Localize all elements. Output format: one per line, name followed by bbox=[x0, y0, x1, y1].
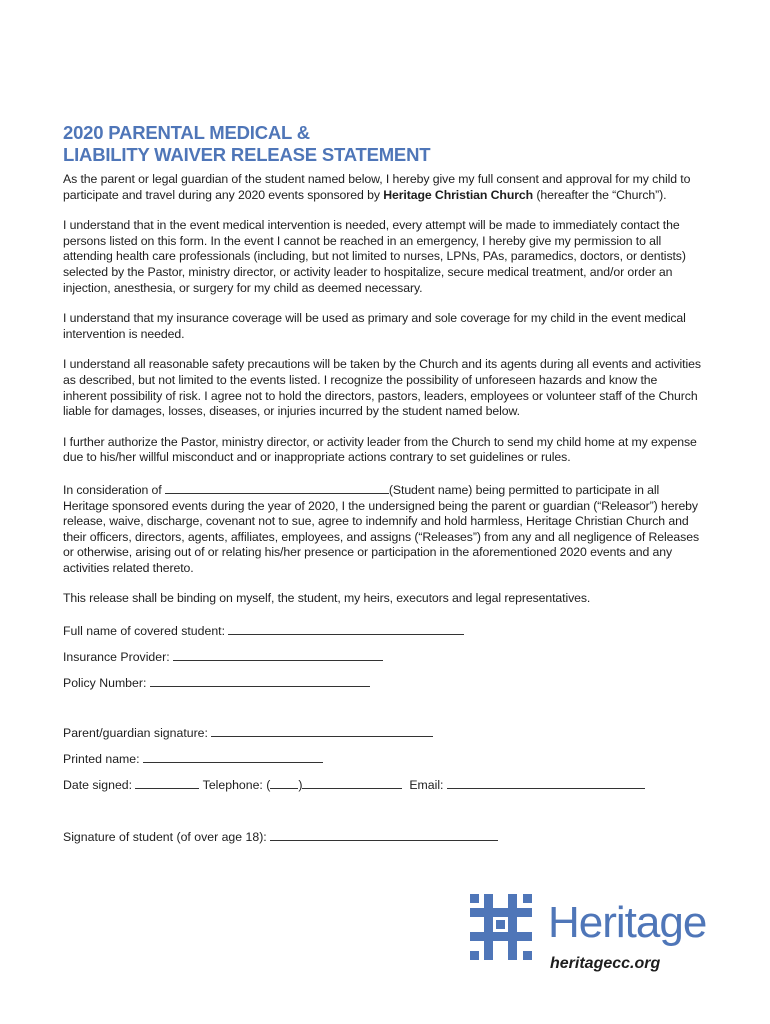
release-text-end: (Student name) being permitted to participate in all Heritage sponsored events during the year of 2020, I the undersigned being the parent or guardian (“Releasor”) hereby release, waive, discharge, covenant not to sue, agree to indemnify and hold harmless, Heritage Christian Church and their officers, directors, agents, affiliates, employees, and assigns (“Releases”) from any and all negligence of Releases or otherwise, arising out of or relating his/her presence or participation in the aforementioned 2020 events and any activities related thereto. bbox=[63, 482, 699, 575]
insurance-blank[interactable] bbox=[173, 648, 383, 661]
binding-paragraph: This release shall be binding on myself, the student, my heirs, executors and legal representatives. bbox=[63, 591, 591, 606]
release-text: In consideration of bbox=[63, 482, 165, 497]
full-name-label: Full name of covered student: bbox=[63, 624, 225, 639]
insurance-label: Insurance Provider: bbox=[63, 650, 170, 665]
date-signed-label: Date signed: bbox=[63, 778, 133, 793]
telephone-blank[interactable] bbox=[302, 776, 402, 789]
policy-field bbox=[63, 674, 703, 700]
policy-label: Policy Number: bbox=[63, 676, 147, 691]
policy-blank[interactable] bbox=[150, 674, 370, 687]
area-code-blank[interactable] bbox=[270, 776, 298, 789]
printed-name-field bbox=[63, 750, 703, 776]
date-contact-field bbox=[63, 776, 703, 802]
parent-signature-blank[interactable] bbox=[211, 724, 433, 737]
title-line-2: LIABILITY WAIVER RELEASE STATEMENT bbox=[63, 144, 431, 165]
document-title bbox=[63, 122, 703, 166]
printed-name-blank[interactable] bbox=[143, 750, 323, 763]
printed-name-label: Printed name: bbox=[63, 752, 140, 767]
consent-text: As the parent or legal guardian of the student named below, I hereby give my full consent and approval for my child to participate and travel during any 2020 events sponsored by bbox=[63, 172, 691, 202]
parent-signature-label: Parent/guardian signature: bbox=[63, 726, 208, 741]
authorization-paragraph: I further authorize the Pastor, ministry director, or activity leader from the Church to send my child home at my expense due to his/her willful misconduct and or inappropriate actions contrary to set guidelines or rules. bbox=[63, 434, 697, 465]
student-signature-blank[interactable] bbox=[270, 828, 498, 841]
email-label: Email: bbox=[409, 778, 444, 793]
date-signed-blank[interactable] bbox=[135, 776, 199, 789]
telephone-label: Telephone: ( bbox=[202, 778, 271, 793]
full-name-blank[interactable] bbox=[228, 622, 464, 635]
safety-paragraph: I understand all reasonable safety precautions will be taken by the Church and its agents during all events and activities as described, but not limited to the events listed. I recognize the possibility of unforeseen hazards and know the inherent possibility of risk. I agree not to hold the directors, pastors, leaders, employees or volunteer staff of the Church liable for damages, losses, diseases, or injuries incurred by the student named below. bbox=[63, 357, 701, 419]
insurance-field bbox=[63, 648, 703, 674]
title-line-1: 2020 PARENTAL MEDICAL & bbox=[63, 122, 310, 143]
medical-paragraph: I understand that in the event medical intervention is needed, every attempt will be made to immediately contact the persons listed on this form. In the event I cannot be reached in an emergency, I hereby give my permission to all attending health care professionals (including, but not limited to nurses, LPNs, PAs, paramedics, doctors, or dentists) selected by the Pastor, ministry director, or activity leader to hospitalize, secure medical treatment, and/or order an injection, anesthesia, or surgery for my child as deemed necessary. bbox=[63, 218, 686, 295]
release-paragraph bbox=[63, 481, 703, 577]
email-blank[interactable] bbox=[447, 776, 645, 789]
heritage-wordmark: Heritage bbox=[548, 898, 707, 947]
consent-paragraph bbox=[63, 172, 703, 203]
heritage-url: heritagecc.org bbox=[550, 955, 661, 972]
heritage-logo-mark-icon bbox=[470, 894, 540, 960]
insurance-paragraph: I understand that my insurance coverage will be used as primary and sole coverage for my child in the event medical intervention is needed. bbox=[63, 311, 686, 341]
consent-text-end: (hereafter the “Church”). bbox=[533, 187, 667, 202]
heritage-logo bbox=[470, 892, 710, 982]
student-name-blank[interactable] bbox=[165, 481, 389, 494]
church-name: Heritage Christian Church bbox=[383, 187, 534, 202]
student-signature-field bbox=[63, 828, 703, 854]
waiver-document bbox=[63, 122, 703, 854]
telephone-paren: ) bbox=[298, 778, 303, 793]
student-signature-label: Signature of student (of over age 18): bbox=[63, 830, 267, 845]
full-name-field bbox=[63, 622, 703, 648]
parent-signature-field bbox=[63, 724, 703, 750]
